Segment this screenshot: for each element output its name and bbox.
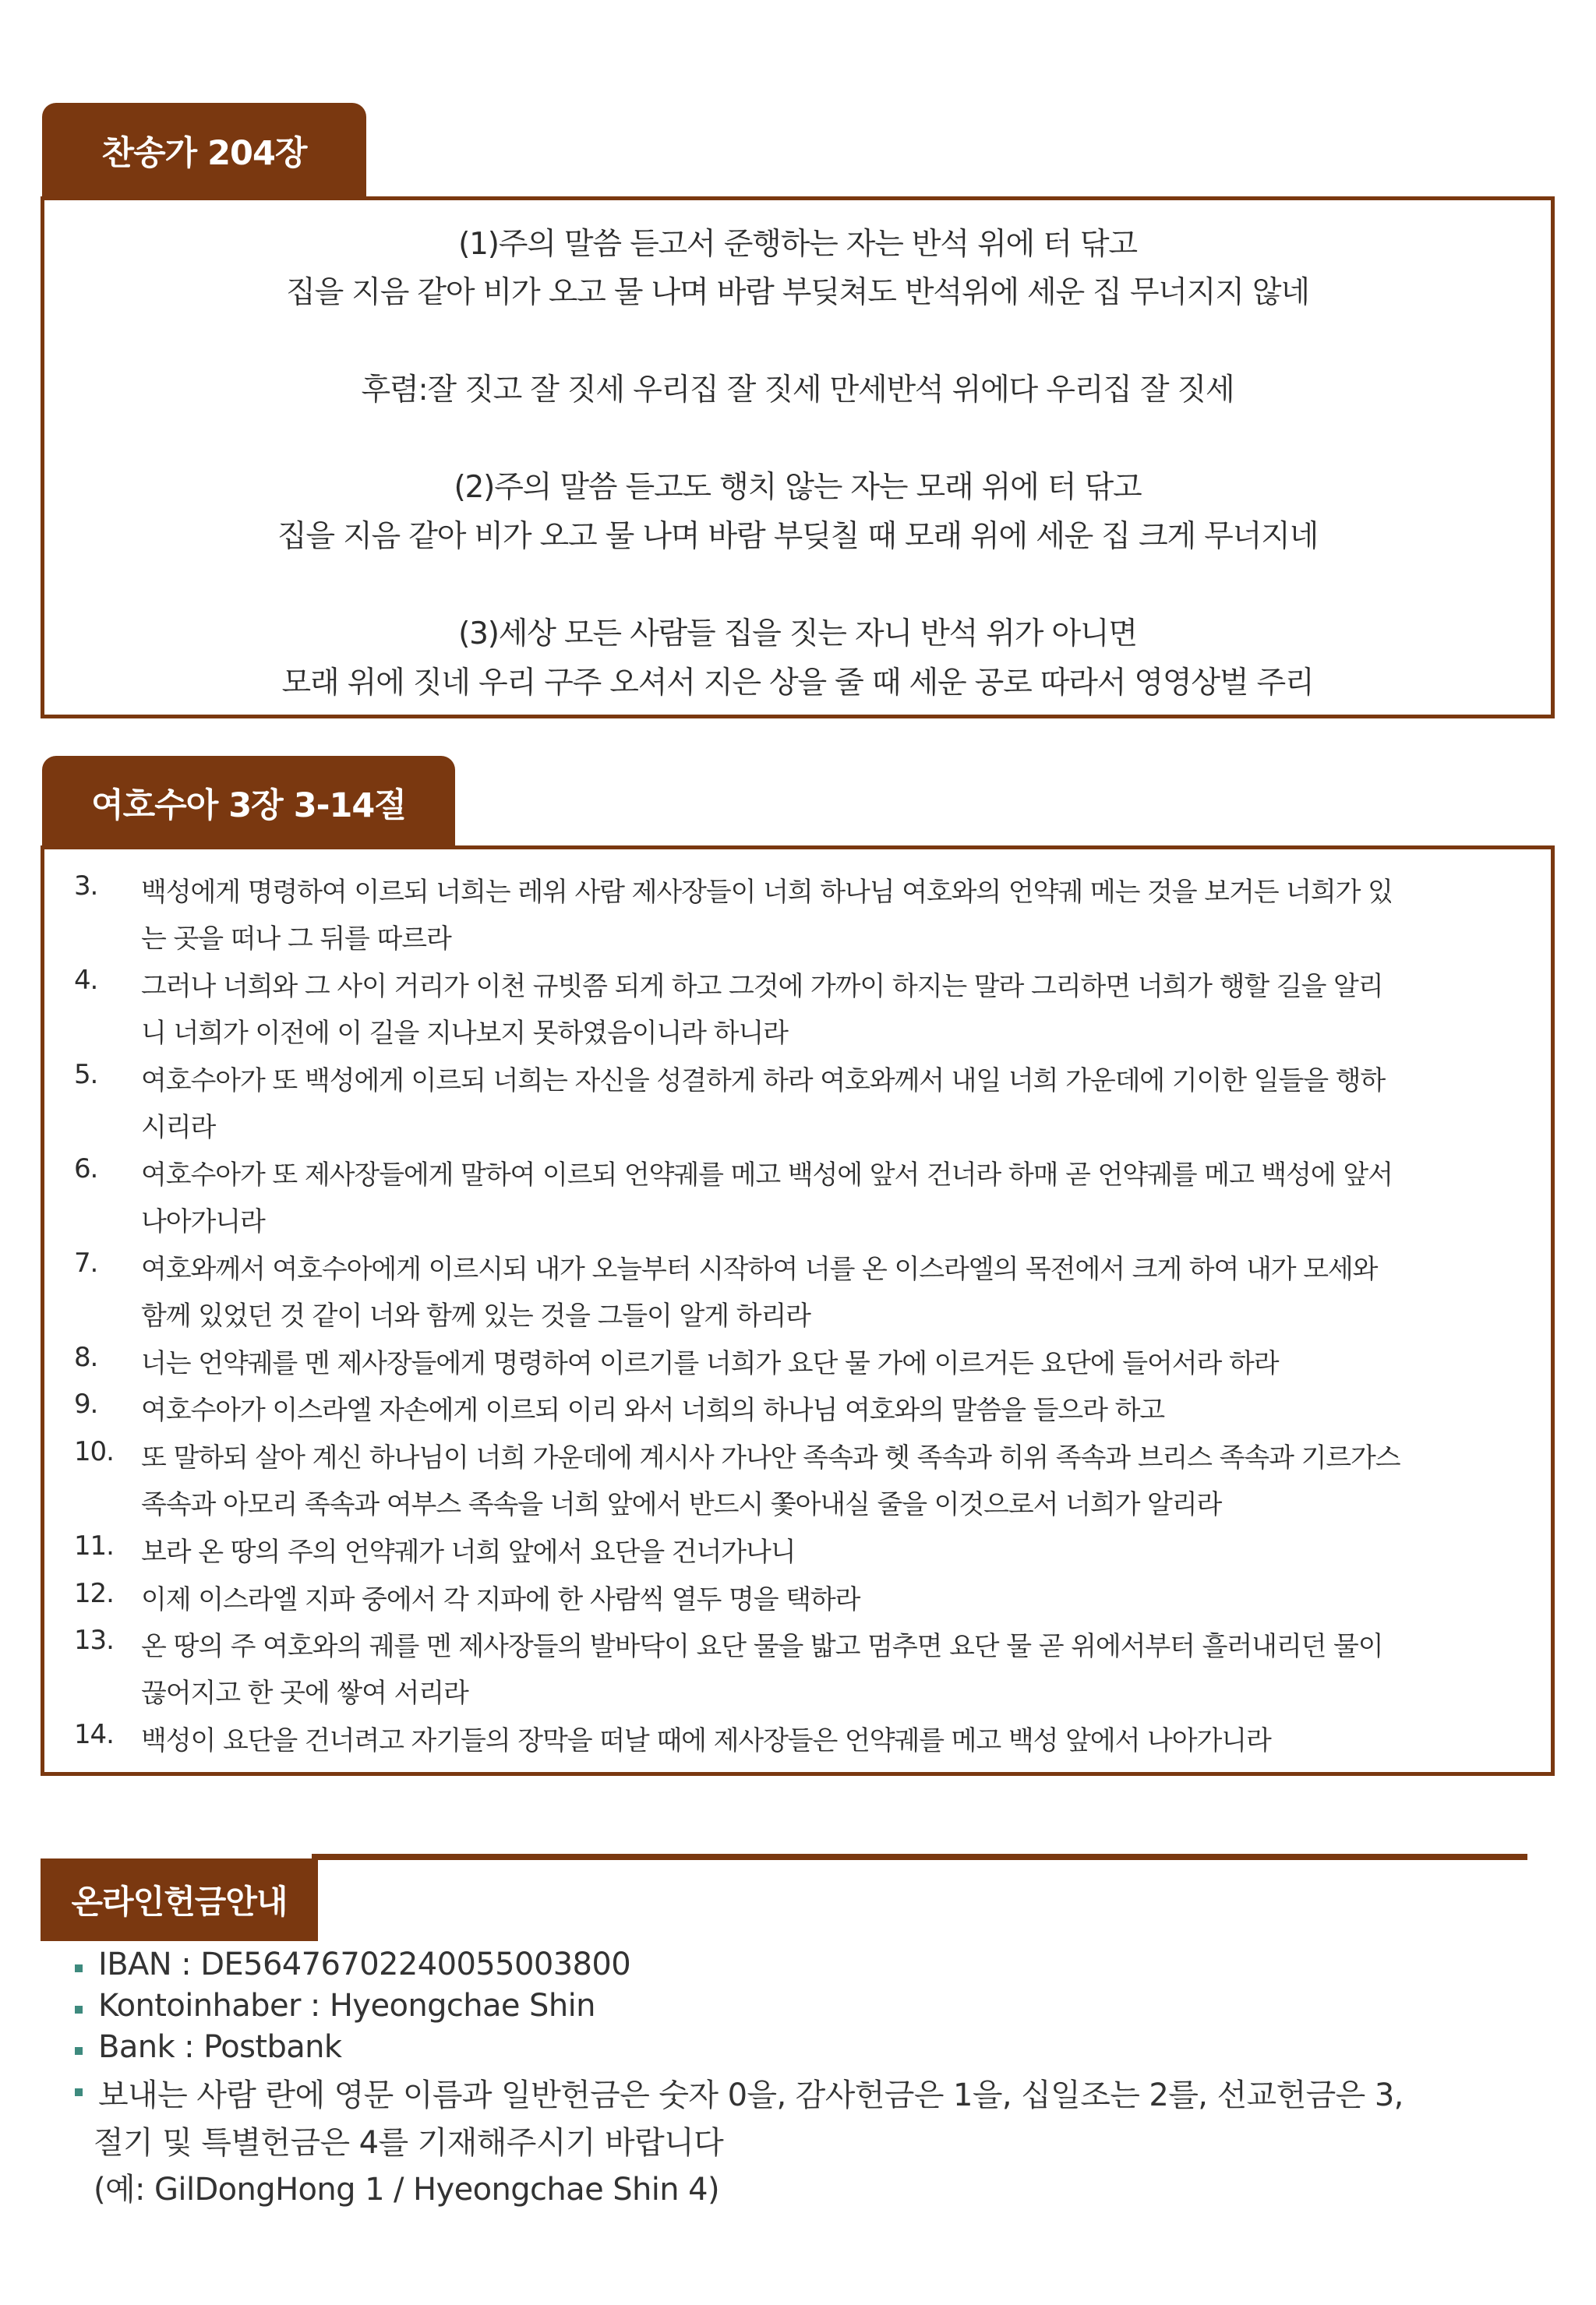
verse-number: 13. (74, 1625, 114, 1656)
hymn-line: 모래 위에 짓네 우리 구주 오셔서 지은 상을 줄 때 세운 공로 따라서 영영상벌 주리 (281, 665, 1314, 701)
bullet-icon (75, 1964, 83, 1972)
verse-number: 14. (74, 1719, 114, 1750)
verse-number: 6. (74, 1153, 98, 1184)
verse-text: 그러나 너희와 그 사이 거리가 이천 규빗쯤 되게 하고 그것에 가까이 하지는 말라 그리하면 너희가 행할 길을 알리 (141, 971, 1383, 1002)
scripture-box (41, 845, 1555, 1776)
iban-text: IBAN : DE56476702240055003800 (98, 1947, 631, 1982)
verse-text: 백성이 요단을 건너려고 자기들의 장막을 떠날 때에 제사장들은 언약궤를 메고 백성 앞에서 나아가니라 (141, 1725, 1271, 1756)
verse-number: 11. (74, 1530, 114, 1562)
verse-text: 여호수아가 또 제사장들에게 말하여 이르되 언약궤를 메고 백성에 앞서 건너라 하매 곧 언약궤를 메고 백성에 앞서 (141, 1160, 1393, 1191)
bullet-icon (75, 2006, 83, 2014)
verse-text: 는 곳을 떠나 그 뒤를 따르라 (141, 923, 451, 955)
verse-text: 여호수아가 이스라엘 자손에게 이르되 이리 와서 너희의 하나님 여호와의 말씀을 들으라 하고 (141, 1395, 1165, 1426)
verse-text: 또 말하되 살아 계신 하나님이 너희 가운데에 계시사 가나안 족속과 헷 족속과 히위 족속과 브리스 족속과 기르가스 (141, 1442, 1400, 1474)
section-divider (312, 1854, 1527, 1860)
verse-text: 이제 이스라엘 지파 중에서 각 지파에 한 사람씩 열두 명을 택하라 (141, 1584, 860, 1615)
verse-text: 보라 온 땅의 주의 언약궤가 너희 앞에서 요단을 건너가나니 (141, 1537, 796, 1568)
hymn-line: (3)세상 모든 사람들 집을 짓는 자니 반석 위가 아니면 (458, 616, 1137, 651)
verse-text: 시리라 (141, 1112, 216, 1143)
verse-number: 4. (74, 965, 98, 996)
hymn-refrain: 후렴:잘 짓고 잘 짓세 우리집 잘 짓세 만세반석 위에다 우리집 잘 짓세 (361, 372, 1234, 408)
bullet-icon (75, 2047, 83, 2055)
verse-text: 여호와께서 여호수아에게 이르시되 내가 오늘부터 시작하여 너를 온 이스라엘의 목전에서 크게 하여 내가 모세와 (141, 1254, 1378, 1285)
verse-text: 끊어지고 한 곳에 쌓여 서리라 (141, 1678, 468, 1709)
bullet-icon (75, 2088, 83, 2096)
offering-title-tab: 온라인헌금안내 (41, 1858, 318, 1941)
hymn-line: 집을 지음 같아 비가 오고 물 나며 바람 부딪쳐도 반석위에 세운 집 무너지지 않네 (286, 275, 1309, 310)
offering-note-line: 절기 및 특별헌금은 4를 기재해주시기 바랍니다 (94, 2125, 724, 2161)
hymn-line: (1)주의 말씀 듣고서 준행하는 자는 반석 위에 터 닦고 (458, 227, 1137, 262)
bank-text: Bank : Postbank (98, 2029, 342, 2065)
verse-number: 7. (74, 1248, 98, 1279)
verse-text: 족속과 아모리 족속과 여부스 족속을 너희 앞에서 반드시 쫓아내실 줄을 이것으로서 너희가 알리라 (141, 1489, 1222, 1520)
verse-text: 온 땅의 주 여호와의 궤를 멘 제사장들의 발바닥이 요단 물을 밟고 멈추면 요단 물 곧 위에서부터 흘러내리던 물이 (141, 1631, 1383, 1662)
hymn-lyrics-box (41, 196, 1555, 718)
verse-text: 니 너희가 이전에 이 길을 지나보지 못하였음이니라 하니라 (141, 1018, 788, 1049)
offering-note-line: 보내는 사람 란에 영문 이름과 일반헌금은 숫자 0을, 감사헌금은 1을, 십일조는 2를, 선교헌금은 3, (98, 2077, 1404, 2113)
verse-text: 여호수아가 또 백성에게 이르되 너희는 자신을 성결하게 하라 여호와께서 내일 너희 가운데에 기이한 일들을 행하 (141, 1065, 1386, 1096)
hymn-title-tab: 찬송가 204장 (42, 103, 366, 198)
verse-text: 나아가니라 (141, 1206, 265, 1237)
offering-example: (예: GilDongHong 1 / Hyeongchae Shin 4) (94, 2172, 719, 2208)
verse-number: 3. (74, 870, 98, 902)
verse-number: 9. (74, 1389, 98, 1420)
hymn-line: (2)주의 말씀 듣고도 행치 않는 자는 모래 위에 터 닦고 (454, 470, 1142, 505)
verse-text: 함께 있었던 것 같이 너와 함께 있는 것을 그들이 알게 하리라 (141, 1301, 810, 1332)
scripture-title-tab: 여호수아 3장 3-14절 (42, 756, 455, 849)
verse-number: 5. (74, 1059, 98, 1090)
hymn-line: 집을 지음 같아 비가 오고 물 나며 바람 부딪칠 때 모래 위에 세운 집 크게 무너지네 (277, 519, 1319, 554)
verse-number: 8. (74, 1342, 98, 1373)
verse-number: 12. (74, 1578, 114, 1609)
account-holder-text: Kontoinhaber : Hyeongchae Shin (98, 1988, 595, 2024)
verse-text: 너는 언약궤를 멘 제사장들에게 명령하여 이르기를 너희가 요단 물 가에 이르거든 요단에 들어서라 하라 (141, 1348, 1279, 1379)
verse-number: 10. (74, 1436, 114, 1467)
verse-text: 백성에게 명령하여 이르되 너희는 레위 사람 제사장들이 너희 하나님 여호와의 언약궤 메는 것을 보거든 너희가 있 (141, 877, 1393, 908)
